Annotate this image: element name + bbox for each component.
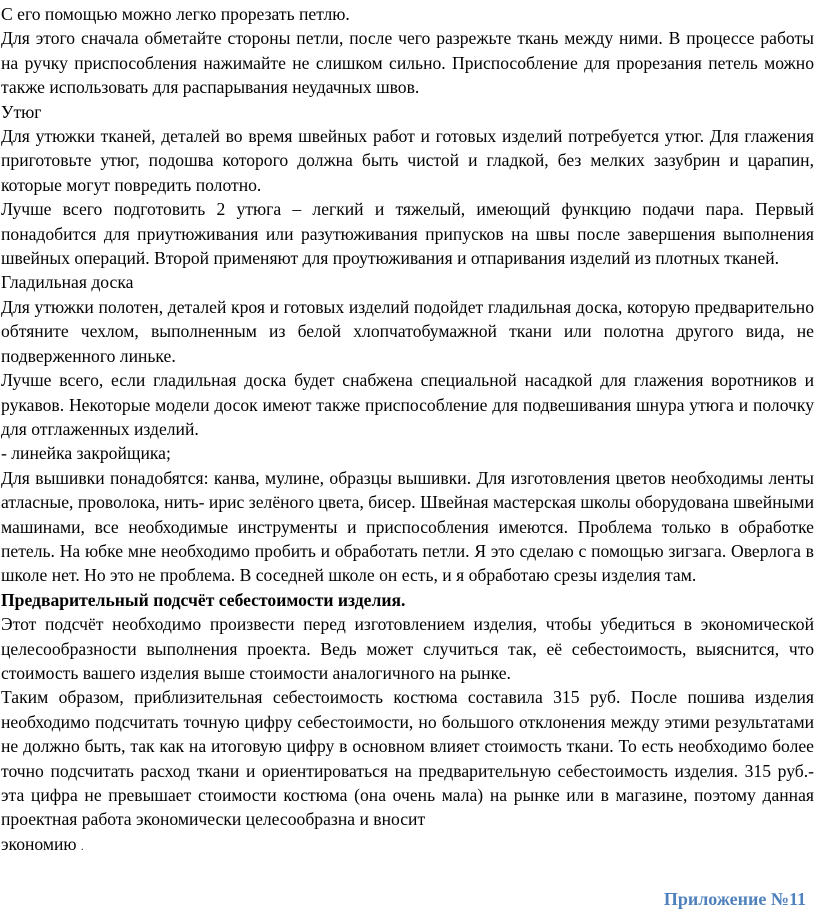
last-word: экономию — [1, 833, 77, 854]
paragraph-embroidery: Для вышивки понадобятся: канва, мулине, образцы вышивки. Для изготовления цветов необходимы ленты атласные, проволока, нить- ирис зелёного цвета, бисер. Швейная мастерская школы оборудована швейными машинами, все необходимые инструменты и приспособления имеются. Проблема только в обработке петель. На юбке мне необходимо пробить и обработать петли. Я это сделаю с помощью зигзага. Оверлога в школе нет. Но это не проблема. В соседней школе он есть, и я обработаю срезы изделия там. — [1, 467, 814, 586]
paragraph-intro: С его помощью можно легко прорезать петлю. — [1, 4, 350, 24]
heading-iron: Утюг — [1, 101, 42, 122]
paragraph-ironing-board: Для утюжки полотен, деталей кроя и готовых изделий подойдет гладильная доска, которую предварительно обтяните чехлом, выполненным из белой хлопчатобумажной ткани или полотна другого вида, не подверженного линьке. — [1, 296, 814, 366]
paragraph-iron-usage: Для утюжки тканей, деталей во время швейных работ и готовых изделий потребуется утюг. Для глажения приготовьте утюг, подошва которого должна быть чистой и гладкой, без мелких зазубрин и царапин, которые могут повредить полотно. — [1, 126, 814, 195]
appendix-label: Приложение №11 — [663, 888, 806, 909]
paragraph-cost-result: Таким образом, приблизительная себестоимость костюма составила 315 руб. После пошива изделия необходимо подсчитать точную цифру себестоимости, но большого отклонения между этими результатами не должно быть, так как на итоговую цифру в основном влияет стоимость ткани. То есть необходимо более точно подсчитать расход ткани и ориентироваться на предварительную себестоимость изделия. 315 руб.- эта цифра не превышает стоимости костюма (она очень мала) на рынке или в магазине, поэтому данная проектная работа экономически целесообразна и вносит — [1, 687, 814, 830]
trailing-dot: . — [80, 841, 84, 853]
heading-ironing-board: Гладильная доска — [1, 272, 134, 293]
list-item-ruler: - линейка закройщика; — [1, 443, 171, 464]
heading-cost-estimate: Предварительный подсчёт себестоимости изделия. — [1, 589, 406, 610]
paragraph-cost-purpose: Этот подсчёт необходимо произвести перед изготовлением изделия, чтобы убедиться в экономической целесообразности выполнения проекта. Ведь может случиться так, её себестоимость, выяснится, что стоимость вашего изделия выше стоимости аналогичного на рынке. — [1, 614, 814, 683]
paragraph-board-attachments: Лучше всего, если гладильная доска будет снабжена специальной насадкой для глажения воротников и рукавов. Некоторые модели досок имеют также приспособление для подвешивания шнура утюга и полочку для отглаженных изделий. — [1, 370, 814, 439]
paragraph-two-irons: Лучше всего подготовить 2 утюга – легкий и тяжелый, имеющий функцию подачи пара. Первый понадобится для приутюживания или разутюживания припусков на швы после завершения выполнения швейных операций. Второй применяют для проутюживания и отпаривания изделий из плотных тканей. — [1, 199, 814, 269]
paragraph-cost-result-end — [1, 832, 814, 860]
paragraph-buttonhole: Для этого сначала обметайте стороны петли, после чего разрежьте ткань между ними. В процессе работы на ручку приспособления нажимайте не слишком сильно. Приспособление для прорезания петель можно также использовать для распарывания неудачных швов. — [1, 28, 814, 98]
